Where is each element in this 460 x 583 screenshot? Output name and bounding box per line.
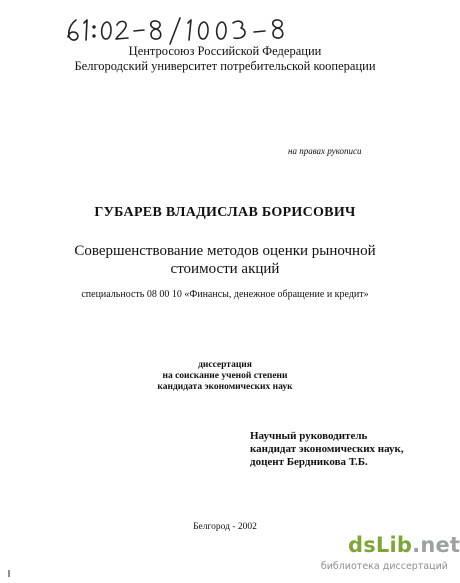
logo-suffix: .net [412,533,460,557]
author-name: ГУБАРЕВ ВЛАДИСЛАВ БОРИСОВИЧ [94,205,356,220]
degree-line-2: на соискание ученой степени [162,371,288,381]
dslib-watermark[interactable] [312,533,460,577]
organization-line-1: Центросоюз Российской Федерации [128,44,322,58]
dissertation-title-line-1: Совершенствование методов оценки рыночной [74,243,376,259]
supervisor-line-2: кандидат экономических наук, [250,443,404,455]
specialty-line: специальность 08 00 10 «Финансы, денежное обращение и кредит» [81,289,369,300]
city-year: Белгород - 2002 [193,522,257,532]
scan-corner-mark [8,565,14,573]
dslib-logo[interactable] [348,533,460,557]
degree-line-3: кандидата экономических наук [157,382,293,392]
degree-line-1: диссертация [198,360,252,370]
handwritten-archive-number [62,12,332,48]
logo-main: dsLib [348,533,413,557]
supervisor-line-3: доцент Бердникова Т.Б. [250,456,368,468]
rights-note: на правах рукописи [288,146,362,156]
dissertation-title-line-2: стоимости акций [170,261,280,277]
watermark-tagline: библиотека диссертаций [320,561,448,572]
supervisor-line-1: Научный руководитель [250,430,368,442]
organization-line-2: Белгородский университет потребительской кооперации [74,59,376,73]
